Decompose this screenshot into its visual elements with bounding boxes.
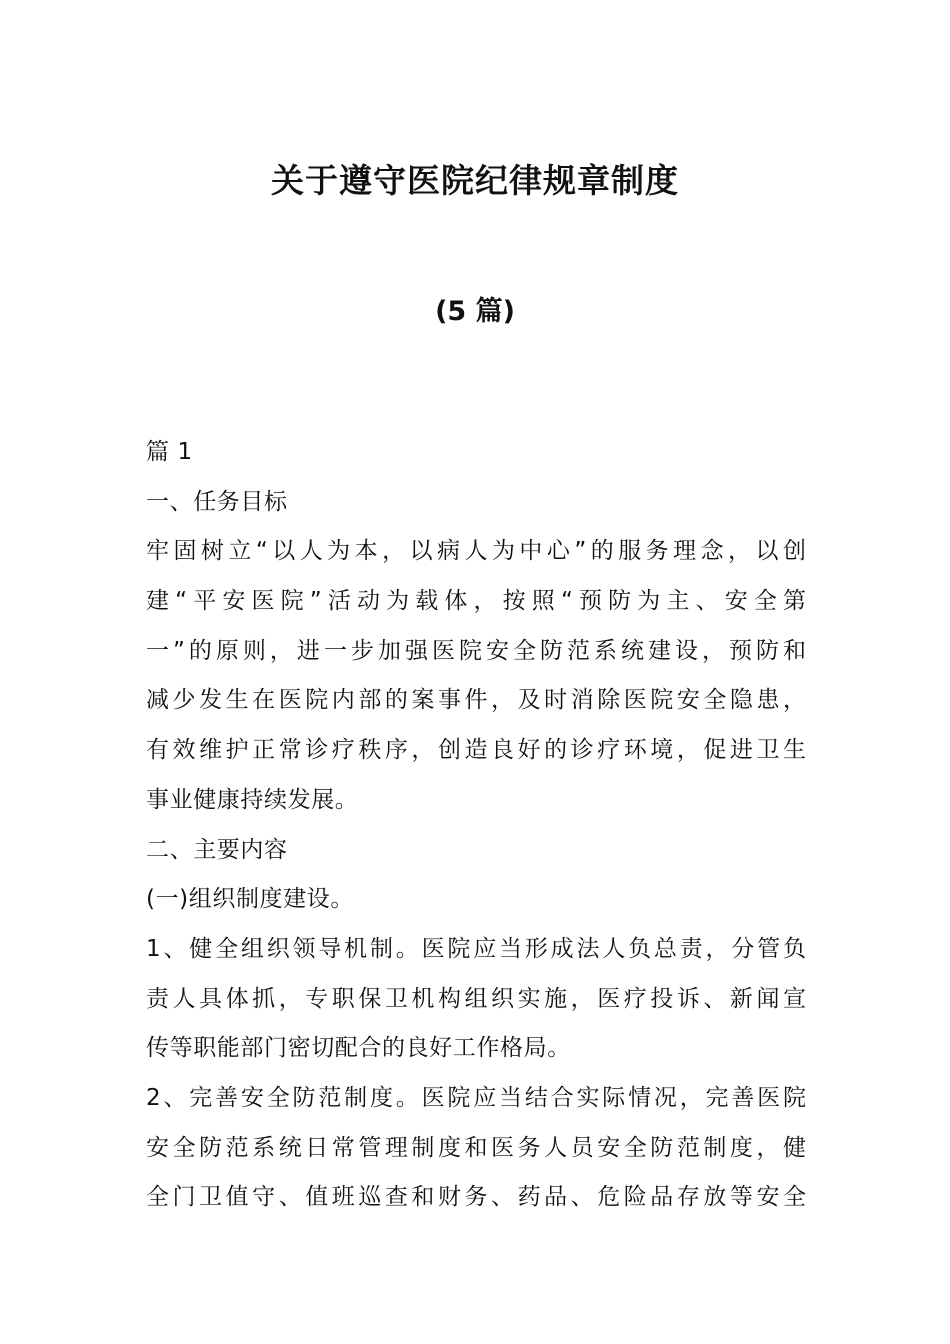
document-subtitle: (5 篇)	[435, 296, 515, 327]
body-line: 一”的原则，进一步加强医院安全防范系统建设，预防和	[146, 637, 806, 664]
body-line: 一、任务目标	[146, 488, 288, 515]
body-line: 1、健全组织领导机制。医院应当形成法人负总责，分管负	[146, 935, 806, 962]
body-line: 建“平安医院”活动为载体，按照“预防为主、安全第	[146, 588, 806, 615]
body-line: 牢固树立“以人为本，以病人为中心”的服务理念，以创	[146, 538, 806, 565]
body-line: 2、完善安全防范制度。医院应当结合实际情况，完善医院	[146, 1084, 806, 1111]
body-line: 二、主要内容	[146, 836, 288, 863]
body-line: 传等职能部门密切配合的良好工作格局。	[146, 1035, 571, 1062]
body-line: 全门卫值守、值班巡查和财务、药品、危险品存放等安全	[146, 1184, 806, 1211]
body-line: 安全防范系统日常管理制度和医务人员安全防范制度，健	[146, 1134, 806, 1161]
body-line: (一)组织制度建设。	[146, 886, 354, 913]
body-line: 篇 1	[146, 439, 193, 465]
body-line: 事业健康持续发展。	[146, 786, 359, 813]
body-line: 责人具体抓，专职保卫机构组织实施，医疗投诉、新闻宣	[146, 985, 806, 1012]
document-body	[146, 428, 806, 1223]
body-line: 有效维护正常诊疗秩序，创造良好的诊疗环境，促进卫生	[146, 737, 806, 764]
document-title: 关于遵守医院纪律规章制度	[271, 161, 679, 200]
body-line: 减少发生在医院内部的案事件，及时消除医院安全隐患，	[146, 687, 806, 714]
